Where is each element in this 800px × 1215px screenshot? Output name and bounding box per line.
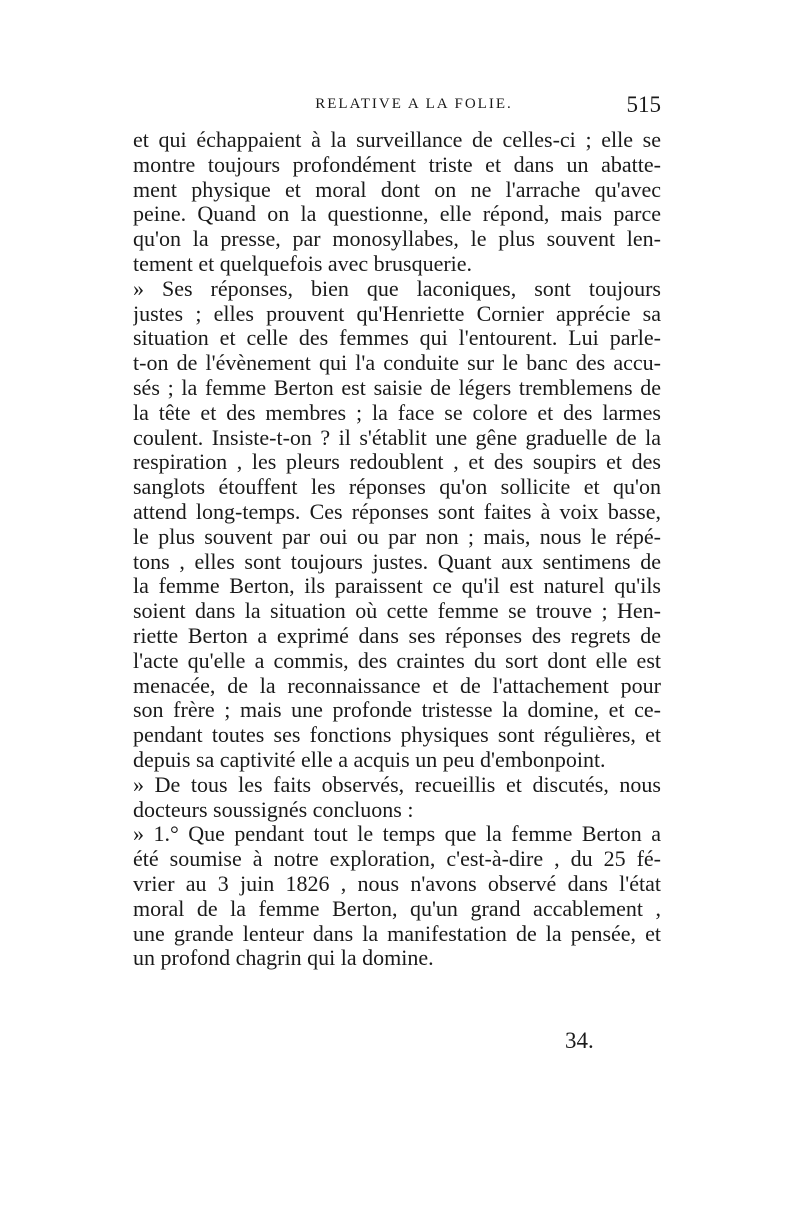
text-line: pendant toutes ses fonctions physiques sont régulières, et [133, 723, 661, 748]
text-line: menacée, de la reconnaissance et de l'attachement pour [133, 673, 661, 698]
text-line: soient dans la situation où cette femme se trouve ; Hen- [133, 599, 661, 624]
text-line: vrier au 3 juin 1826 , nous n'avons observé dans l'état [133, 871, 661, 896]
text-line: un profond chagrin qui la domine. [133, 946, 434, 971]
text-line: » 1.° Que pendant tout le temps que la femme Berton a [133, 822, 661, 847]
text-line: riette Berton a exprimé dans ses réponses des regrets de [133, 623, 661, 648]
text-line: ment physique et moral dont on ne l'arrache qu'avec [133, 177, 661, 202]
text-line: montre toujours profondément triste et dans un abatte- [133, 152, 661, 177]
page-number: 515 [626, 92, 661, 117]
text-line: tement et quelquefois avec brusquerie. [133, 251, 473, 276]
text-line: été soumise à notre exploration, c'est-à-dire , du 25 fé- [133, 847, 661, 872]
text-line: l'acte qu'elle a commis, des craintes du sort dont elle est [133, 648, 661, 673]
text-line: tons , elles sont toujours justes. Quant aux sentimens de [133, 549, 661, 574]
text-line: coulent. Insiste-t-on ? il s'établit une gêne graduelle de la [133, 425, 661, 450]
text-line: t-on de l'évènement qui l'a conduite sur le banc des accu- [133, 351, 661, 376]
text-line: sés ; la femme Berton est saisie de légers tremblemens de [133, 375, 661, 400]
text-line: et qui échappaient à la surveillance de celles-ci ; elle se [133, 128, 661, 152]
text-line: justes ; elles prouvent qu'Henriette Cornier apprécie sa [133, 301, 661, 326]
text-line: depuis sa captivité elle a acquis un peu d'embonpoint. [133, 747, 606, 772]
text-line: la tête et des membres ; la face se colore et des larmes [133, 400, 661, 425]
text-line: une grande lenteur dans la manifestation de la pensée, et [133, 921, 661, 946]
signature-mark: 34. [565, 1028, 594, 1053]
text-line: le plus souvent par oui ou par non ; mais, nous le répé- [133, 524, 661, 549]
text-line: situation et celle des femmes qui l'entourent. Lui parle- [133, 326, 661, 351]
text-line: respiration , les pleurs redoublent , et des soupirs et des [133, 450, 661, 475]
text-line: » De tous les faits observés, recueillis et discutés, nous [133, 772, 661, 797]
text-line: sanglots étouffent les réponses qu'on sollicite et qu'on [133, 475, 661, 500]
running-head-title: RELATIVE A LA FOLIE. [315, 96, 513, 112]
text-line: attend long-temps. Ces réponses sont faites à voix basse, [133, 499, 661, 524]
text-line: docteurs soussignés concluons : [133, 797, 414, 822]
text-line: » Ses réponses, bien que laconiques, sont toujours [133, 276, 661, 301]
text-line: moral de la femme Berton, qu'un grand accablement , [133, 896, 661, 921]
running-head [133, 92, 661, 122]
text-line: la femme Berton, ils paraissent ce qu'il est naturel qu'ils [133, 574, 661, 599]
body-text [133, 128, 661, 971]
text-line: qu'on la presse, par monosyllabes, le plus souvent len- [133, 227, 661, 252]
text-line: son frère ; mais une profonde tristesse la domine, et ce- [133, 698, 661, 723]
text-line: peine. Quand on la questionne, elle répond, mais parce [133, 202, 661, 227]
